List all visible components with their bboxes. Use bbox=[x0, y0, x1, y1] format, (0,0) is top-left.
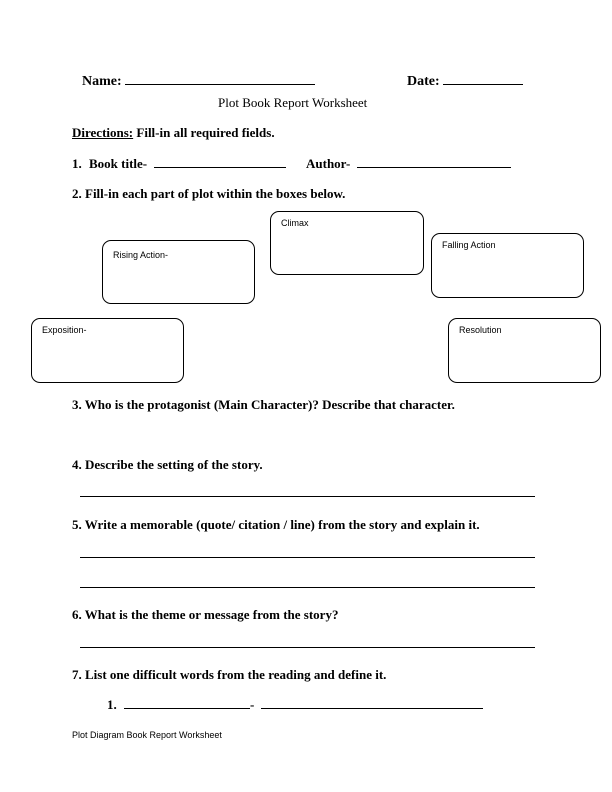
q5-answer-line-1[interactable] bbox=[80, 557, 535, 558]
vocab-row bbox=[107, 696, 483, 713]
q1-row bbox=[72, 155, 286, 172]
directions bbox=[72, 125, 275, 141]
author-label: Author- bbox=[306, 156, 351, 171]
q4-text: 4. Describe the setting of the story. bbox=[72, 457, 263, 472]
rising-action-box[interactable] bbox=[102, 240, 255, 304]
q2-text: 2. Fill-in each part of plot within the boxes below. bbox=[72, 186, 346, 201]
q6-answer-line[interactable] bbox=[80, 647, 535, 648]
falling-action-box[interactable] bbox=[431, 233, 584, 298]
page-title: Plot Book Report Worksheet bbox=[218, 95, 368, 110]
book-title-label: Book title- bbox=[89, 156, 148, 171]
footer-text: Plot Diagram Book Report Worksheet bbox=[72, 730, 222, 740]
book-title-blank[interactable] bbox=[154, 155, 286, 168]
q5-answer-line-2[interactable] bbox=[80, 587, 535, 588]
directions-label: Directions: bbox=[72, 125, 134, 140]
resolution-label: Resolution bbox=[459, 325, 502, 335]
vocab-word-blank[interactable] bbox=[124, 696, 250, 709]
rising-action-label: Rising Action- bbox=[113, 250, 169, 260]
date-label: Date: bbox=[407, 74, 440, 89]
author-blank[interactable] bbox=[357, 155, 511, 168]
q4-answer-line[interactable] bbox=[80, 496, 535, 497]
q5-text: 5. Write a memorable (quote/ citation / line) from the story and explain it. bbox=[72, 517, 480, 532]
vocab-separator: - bbox=[250, 697, 255, 712]
exposition-box[interactable] bbox=[31, 318, 184, 383]
date-blank[interactable] bbox=[443, 72, 523, 85]
q7-text: 7. List one difficult words from the reading and define it. bbox=[72, 667, 387, 682]
climax-label: Climax bbox=[281, 218, 309, 228]
author-row bbox=[306, 155, 511, 172]
name-label: Name: bbox=[82, 74, 122, 89]
name-blank[interactable] bbox=[125, 72, 315, 85]
q6-text: 6. What is the theme or message from the story? bbox=[72, 607, 339, 622]
date-field bbox=[407, 72, 523, 90]
directions-text: Fill-in all required fields. bbox=[136, 125, 275, 140]
resolution-box[interactable] bbox=[448, 318, 601, 383]
climax-box[interactable] bbox=[270, 211, 424, 275]
q3-text: 3. Who is the protagonist (Main Character)? Describe that character. bbox=[72, 397, 455, 412]
falling-action-label: Falling Action bbox=[442, 240, 496, 250]
q1-number: 1. bbox=[72, 156, 82, 171]
name-field bbox=[82, 72, 315, 90]
vocab-number: 1. bbox=[107, 697, 117, 712]
exposition-label: Exposition- bbox=[42, 325, 87, 335]
vocab-definition-blank[interactable] bbox=[261, 696, 483, 709]
